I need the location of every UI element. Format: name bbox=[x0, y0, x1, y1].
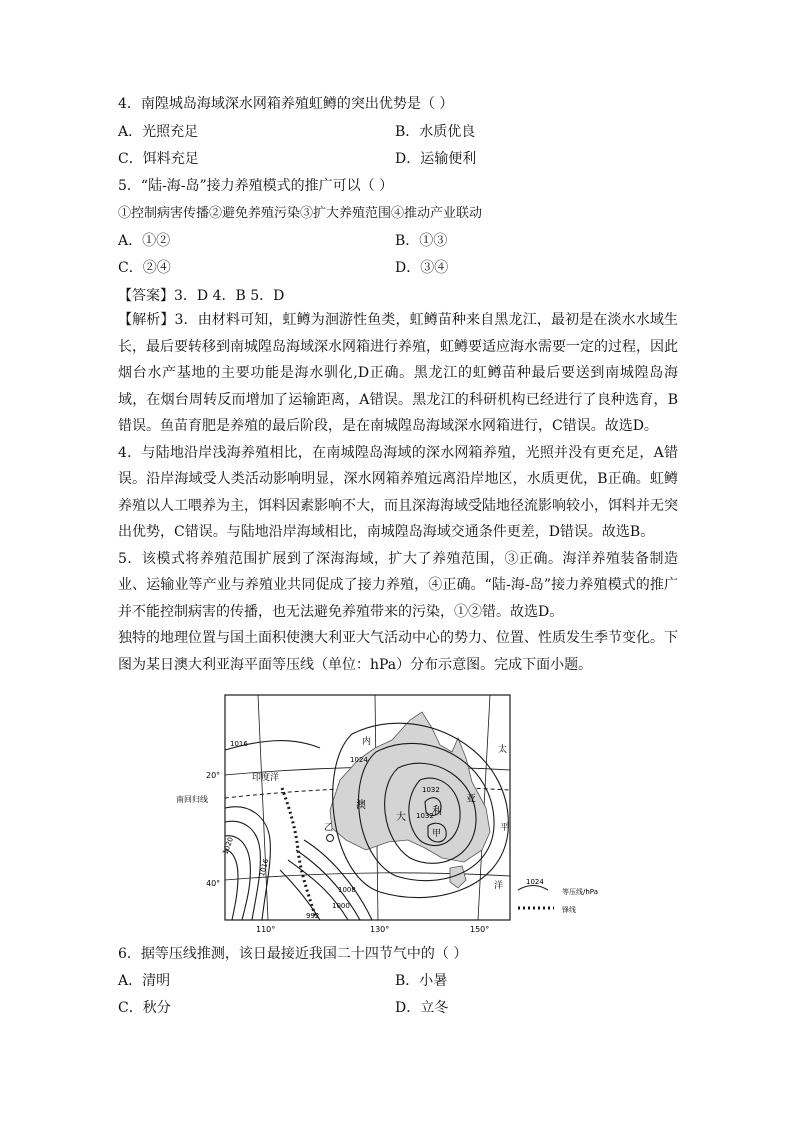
q4-option-b: B．水质优良 bbox=[395, 124, 476, 140]
q5-option-a: A．①② bbox=[118, 233, 171, 249]
label-lon-150: 150° bbox=[470, 925, 490, 934]
label-pacific-3: 洋 bbox=[494, 881, 504, 891]
isobar-label-1024: 1024 bbox=[350, 756, 368, 764]
q5-option-b: B．①③ bbox=[395, 233, 448, 249]
q5-option-d: D．③④ bbox=[395, 260, 449, 276]
isobar-label-1032-a: 1032 bbox=[422, 786, 440, 794]
label-jia: 甲 bbox=[432, 829, 442, 839]
label-aus-2: 大 bbox=[396, 812, 406, 823]
q5-stem: 5．“陆-海-岛”接力养殖模式的推广可以（ ） bbox=[118, 178, 394, 194]
q6-option-d: D．立冬 bbox=[395, 1000, 449, 1016]
label-pacific-2: 平 bbox=[500, 823, 510, 833]
q4-option-a: A．光照充足 bbox=[118, 124, 199, 140]
label-aus-3: 利 bbox=[432, 806, 442, 817]
q6-stem: 6．据等压线推测，该日最接近我国二十四节气中的（ ） bbox=[118, 946, 468, 962]
q5-items: ①控制病害传播②避免养殖污染③扩大养殖范围④推动产业联动 bbox=[118, 206, 483, 221]
isobar-label-1032-b: 1032 bbox=[416, 812, 434, 820]
q6-option-a: A．清明 bbox=[118, 973, 171, 989]
isobar-label-1016-b: 1016 bbox=[257, 857, 271, 878]
label-yi: 乙 bbox=[324, 823, 334, 833]
label-lat-20: 20° bbox=[206, 771, 221, 780]
legend-front-label: 锋线 bbox=[562, 906, 576, 914]
analysis-paragraph-3: 【解析】3．由材料可知，虹鳟为洄游性鱼类，虹鳟苗种来自黑龙江，最初是在淡水水域生长，最后要转移到南城隍岛海域深水网箱进行养殖，虹鳟要适应海水需要一定的过程，因此烟台水产基地的主要功能是海水驯化,D正确。黑龙江的虹鳟苗种最后要送到南城隍岛海域，在烟台周转反而增加了运输距离，A错误。黑龙江的科研机构已经进行了良种选育，B错误。鱼苗育肥是养殖的最后阶段，是在南城隍岛海域深水网箱进行，C错误。故选D。 bbox=[118, 312, 678, 434]
answer-line: 【答案】3．D 4．B 5．D bbox=[118, 288, 285, 304]
label-lon-110: 110° bbox=[256, 925, 276, 934]
legend-isobar-sample bbox=[518, 886, 548, 891]
isobar-label-992: 992 bbox=[306, 912, 320, 920]
figure-intro: 独特的地理位置与国土面积使澳大利亚大气活动中心的势力、位置、性质发生季节变化。下图为某日澳大利亚海平面等压线（单位：hPa）分布示意图。完成下面小题。 bbox=[118, 630, 678, 673]
label-tropic: 南回归线 bbox=[176, 795, 208, 804]
isobar-map bbox=[170, 690, 620, 935]
q6-option-b: B．小暑 bbox=[395, 973, 448, 989]
isobar-map-figure bbox=[170, 690, 620, 935]
isobar-west-4 bbox=[225, 850, 238, 920]
cold-front-line bbox=[282, 788, 316, 918]
label-nei: 内 bbox=[362, 737, 372, 747]
label-indian-ocean: 印度洋 bbox=[252, 773, 280, 783]
analysis-paragraph-5: 5．该模式将养殖范围扩展到了深海海域，扩大了养殖范围，③正确。海洋养殖装备制造业、运输业等产业与养殖业共同促成了接力养殖，④正确。“陆-海-岛”接力养殖模式的推广并不能控制病害的传播，也无法避免养殖带来的污染，①②错。故选D。 bbox=[118, 550, 678, 620]
q4-option-c: C．饵料充足 bbox=[118, 151, 199, 167]
q5-option-c: C．②④ bbox=[118, 260, 171, 276]
isobar-label-1020: 1020 bbox=[221, 836, 235, 856]
label-aus-1: 澳 bbox=[356, 800, 366, 811]
label-pacific-1: 太 bbox=[498, 745, 508, 755]
point-yi-marker bbox=[327, 835, 334, 842]
label-lat-40: 40° bbox=[206, 879, 221, 888]
label-aus-4: 亚 bbox=[466, 794, 476, 805]
q6-option-c: C．秋分 bbox=[118, 1000, 171, 1016]
label-lon-130: 130° bbox=[370, 925, 390, 934]
legend-isobar-value: 1024 bbox=[526, 878, 544, 886]
isobar-label-1008: 1008 bbox=[338, 886, 356, 894]
analysis-paragraph-4: 4．与陆地沿岸浅海养殖相比，在南城隍岛海域的深水网箱养殖，光照并没有更充足，A错误。沿岸海域受人类活动影响明显，深水网箱养殖远离沿岸地区，水质更优，B正确。虹鳟养殖以人工喂养为主，饵料因素影响不大，而且深海海域受陆地径流影响较小，饵料并无突出优势，C错误。与陆地沿岸海域相比，南城隍岛海域交通条件更差，D错误。故选B。 bbox=[118, 444, 678, 540]
q4-option-d: D．运输便利 bbox=[395, 151, 477, 167]
analysis-block bbox=[118, 307, 678, 678]
isobar-label-1016-a: 1016 bbox=[230, 740, 248, 748]
isobar-label-1000: 1000 bbox=[332, 902, 350, 910]
q4-stem: 4．南隍城岛海域深水网箱养殖虹鳟的突出优势是（ ） bbox=[118, 96, 454, 112]
legend-isobar-label: 等压线/hPa bbox=[562, 888, 598, 896]
